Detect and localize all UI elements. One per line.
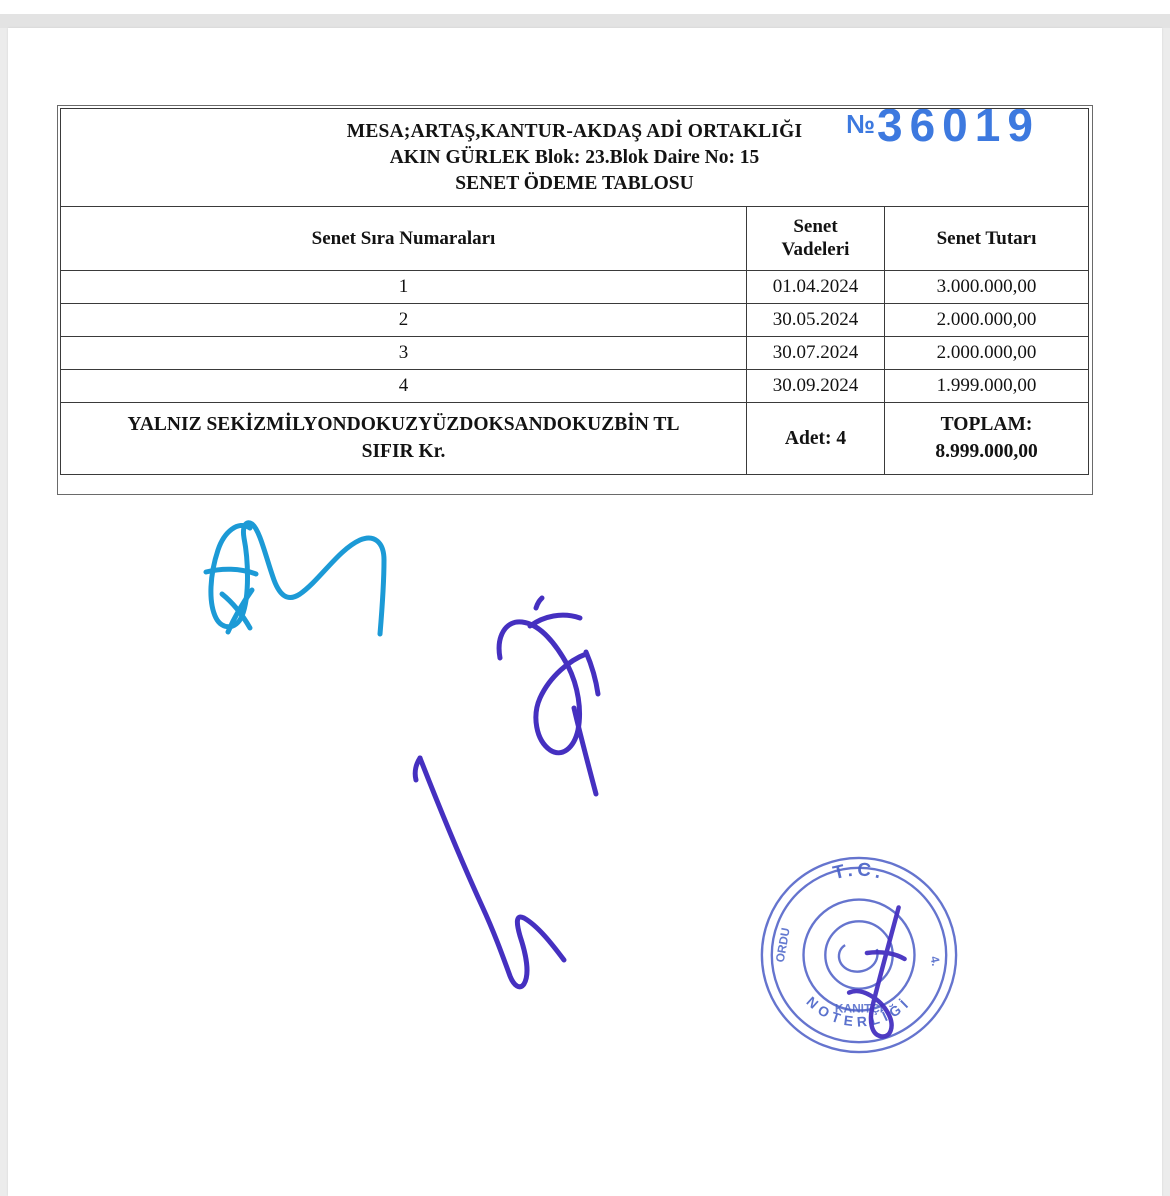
total-words-line-1: YALNIZ SEKİZMİLYONDOKUZYÜZDOKSANDOKUZBİN TL: [127, 414, 680, 436]
column-header-vadeleri-line1: Senet: [793, 215, 838, 237]
document-title-cell: [61, 109, 1089, 207]
seal-inner-text: KANITÇI: [834, 1001, 884, 1016]
seal-bottom-text: NOTERLİĞİ: [803, 993, 915, 1030]
row-2-vade: 30.05.2024: [747, 304, 885, 337]
total-amount-value: 8.999.000,00: [935, 440, 1038, 462]
total-words-line-2: SIFIR Kr.: [361, 440, 446, 462]
signature-violet-upper: [478, 588, 638, 838]
title-line-2: AKIN GÜRLEK Blok: 23.Blok Daire No: 15: [389, 146, 760, 168]
seal-right-text: 4.: [927, 954, 944, 968]
row-4-tutar: 1.999.000,00: [885, 370, 1089, 403]
table-header-title-row: [61, 109, 1089, 207]
column-header-tutari: Senet Tutarı: [885, 206, 1089, 271]
table-row: [61, 271, 1089, 304]
svg-text:T.C.: [831, 858, 888, 883]
row-1-vade: 01.04.2024: [747, 271, 885, 304]
table-total-row: [61, 403, 1089, 475]
row-3-vade: 30.07.2024: [747, 337, 885, 370]
signature-violet-lower: [398, 728, 598, 1008]
column-header-sira-numaralari: Senet Sıra Numaraları: [61, 206, 747, 271]
row-2-no: 2: [61, 304, 747, 337]
row-4-vade: 30.09.2024: [747, 370, 885, 403]
row-1-tutar: 3.000.000,00: [885, 271, 1089, 304]
notary-seal-stamp: [750, 846, 968, 1064]
row-3-tutar: 2.000.000,00: [885, 337, 1089, 370]
total-amount: [885, 403, 1089, 475]
total-amount-label: TOPLAM:: [940, 414, 1033, 436]
table-row: [61, 370, 1089, 403]
row-1-no: 1: [61, 271, 747, 304]
scanned-page: [8, 28, 1162, 1196]
title-line-1: MESA;ARTAŞ,KANTUR-AKDAŞ ADİ ORTAKLIĞI: [346, 121, 803, 142]
row-3-no: 3: [61, 337, 747, 370]
seal-left-text: ORDU: [772, 926, 793, 964]
table-row: [61, 304, 1089, 337]
row-4-no: 4: [61, 370, 747, 403]
title-line-3: SENET ÖDEME TABLOSU: [455, 172, 694, 194]
senet-odeme-tablosu: [60, 108, 1088, 475]
table-row: [61, 337, 1089, 370]
signature-blue: [188, 498, 418, 678]
total-amount-in-words: [61, 403, 747, 475]
serial-number-value: 36019: [876, 99, 1040, 151]
column-header-vadeleri: [747, 206, 885, 271]
column-header-vadeleri-line2: Vadeleri: [781, 238, 850, 260]
row-2-tutar: 2.000.000,00: [885, 304, 1089, 337]
total-count: Adet: 4: [747, 403, 885, 475]
page-strip-above: [0, 0, 1170, 14]
table-column-header-row: [61, 206, 1089, 271]
page-separator: [0, 14, 1170, 28]
seal-top-text: T.C.: [830, 858, 888, 884]
serial-number-prefix: №: [846, 109, 875, 139]
